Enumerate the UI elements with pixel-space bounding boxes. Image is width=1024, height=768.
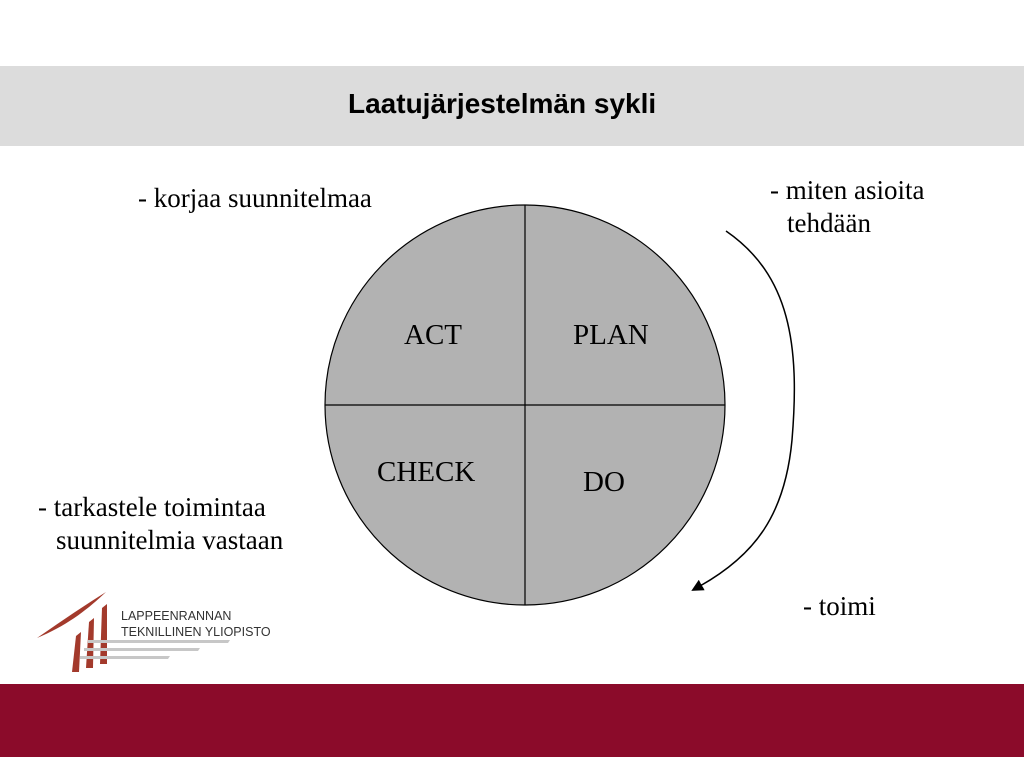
logo-stripe-1 — [88, 640, 230, 643]
act-label: ACT — [404, 319, 462, 351]
logo-stripe-2 — [84, 648, 200, 651]
check-label: CHECK — [377, 456, 476, 488]
university-name: LAPPEENRANNAN TEKNILLINEN YLIOPISTO — [121, 609, 271, 639]
logo-swoosh — [37, 592, 106, 638]
check-note: - tarkastele toimintaa suunnitelmia vastaan — [38, 492, 284, 555]
logo-stripe-3 — [80, 656, 170, 659]
plan-note: - miten asioita tehdään — [770, 175, 925, 238]
act-note: - korjaa suunnitelmaa — [138, 183, 372, 213]
logo-column-1 — [72, 632, 81, 672]
bottom-bar — [0, 684, 1024, 757]
logo-column-3 — [100, 604, 107, 664]
plan-label: PLAN — [573, 319, 649, 351]
do-note: - toimi — [803, 591, 876, 621]
slide-title: Laatujärjestelmän sykli — [348, 88, 657, 119]
do-label: DO — [583, 466, 625, 498]
